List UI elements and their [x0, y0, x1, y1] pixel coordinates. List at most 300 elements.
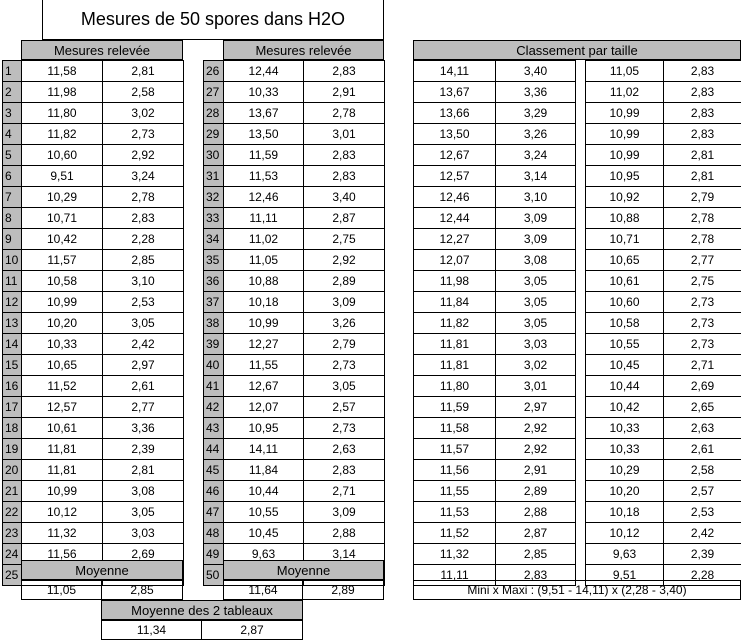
- row-number: 19: [3, 439, 22, 460]
- row-number: 48: [204, 523, 224, 544]
- length-cell: 10,45: [224, 523, 304, 544]
- table-row: [3, 250, 184, 271]
- width-cell: 3,05: [103, 502, 184, 523]
- row-number: 45: [204, 460, 224, 481]
- row-number: 1: [3, 61, 22, 82]
- length-cell: 10,60: [22, 145, 103, 166]
- width-cell: 3,36: [496, 82, 576, 103]
- width-cell: 2,39: [103, 439, 184, 460]
- table-row: [204, 82, 385, 103]
- width-cell: 3,26: [496, 124, 576, 145]
- table-row: [3, 166, 184, 187]
- table-row: [414, 355, 576, 376]
- width-cell: 2,61: [103, 376, 184, 397]
- length-cell: 11,84: [224, 460, 304, 481]
- length-cell: 10,33: [22, 334, 103, 355]
- table-row: [414, 208, 576, 229]
- width-cell: 2,71: [304, 481, 385, 502]
- table-row: [586, 313, 741, 334]
- table-row: [204, 523, 385, 544]
- table-row: [586, 439, 741, 460]
- row-number: 47: [204, 502, 224, 523]
- row-number: 11: [3, 271, 22, 292]
- length-cell: 12,67: [224, 376, 304, 397]
- length-cell: 10,44: [586, 376, 664, 397]
- table-row: [204, 271, 385, 292]
- table-row: [586, 103, 741, 124]
- table-row: [586, 502, 741, 523]
- table-row: [586, 166, 741, 187]
- table-row: [204, 334, 385, 355]
- length-cell: 11,98: [414, 271, 496, 292]
- table-row: [204, 166, 385, 187]
- moyenne-totale-label: Moyenne des 2 tableaux: [101, 600, 303, 620]
- row-number: 35: [204, 250, 224, 271]
- width-cell: 2,28: [103, 229, 184, 250]
- length-cell: 11,11: [224, 208, 304, 229]
- table-row: [204, 229, 385, 250]
- width-cell: 3,05: [496, 271, 576, 292]
- width-cell: 2,73: [304, 355, 385, 376]
- length-cell: 10,12: [22, 502, 103, 523]
- table-row: [414, 292, 576, 313]
- table-row: [586, 397, 741, 418]
- table-row: [586, 61, 741, 82]
- length-cell: 10,61: [586, 271, 664, 292]
- width-cell: 3,02: [103, 103, 184, 124]
- table-row: [204, 502, 385, 523]
- width-cell: 3,29: [496, 103, 576, 124]
- width-cell: 2,89: [496, 481, 576, 502]
- length-cell: 10,99: [22, 481, 103, 502]
- row-number: 23: [3, 523, 22, 544]
- width-cell: 3,09: [304, 502, 385, 523]
- width-cell: 2,85: [103, 250, 184, 271]
- table-row: [586, 187, 741, 208]
- row-number: 32: [204, 187, 224, 208]
- width-cell: 2,83: [664, 103, 741, 124]
- width-cell: 2,91: [496, 460, 576, 481]
- length-cell: 11,81: [414, 355, 496, 376]
- moyenne-middle-b: 2,89: [303, 580, 384, 600]
- table-row: [3, 523, 184, 544]
- width-cell: 3,40: [304, 187, 385, 208]
- length-cell: 10,95: [586, 166, 664, 187]
- row-number: 28: [204, 103, 224, 124]
- table-row: [586, 481, 741, 502]
- length-cell: 12,27: [414, 229, 496, 250]
- row-number: 5: [3, 145, 22, 166]
- length-cell: 12,27: [224, 334, 304, 355]
- length-cell: 11,02: [586, 82, 664, 103]
- mini-maxi-cell: Mini x Maxi : (9,51 - 14,11) x (2,28 - 3,40): [413, 580, 741, 600]
- width-cell: 2,63: [304, 439, 385, 460]
- table-row: [204, 460, 385, 481]
- length-cell: 10,18: [586, 502, 664, 523]
- length-cell: 12,44: [224, 61, 304, 82]
- table-row: [586, 523, 741, 544]
- length-cell: 12,57: [414, 166, 496, 187]
- width-cell: 2,92: [103, 145, 184, 166]
- moyenne-totale-b: 2,87: [202, 620, 303, 640]
- row-number: 37: [204, 292, 224, 313]
- table-row: [414, 82, 576, 103]
- table-row: [204, 481, 385, 502]
- row-number: 30: [204, 145, 224, 166]
- width-cell: 2,91: [304, 82, 385, 103]
- length-cell: 10,55: [586, 334, 664, 355]
- moyenne-middle-a: 11,64: [223, 580, 303, 600]
- length-cell: 11,53: [414, 502, 496, 523]
- length-cell: 11,59: [224, 145, 304, 166]
- table-row: [204, 439, 385, 460]
- length-cell: 10,58: [22, 271, 103, 292]
- width-cell: 2,57: [664, 481, 741, 502]
- table-row: [3, 439, 184, 460]
- width-cell: 2,78: [664, 229, 741, 250]
- width-cell: 2,73: [664, 292, 741, 313]
- table-row: [586, 418, 741, 439]
- sorted-right-table: [585, 60, 741, 586]
- length-cell: 14,11: [414, 61, 496, 82]
- row-number: 27: [204, 82, 224, 103]
- table-row: [414, 544, 576, 565]
- length-cell: 11,82: [22, 124, 103, 145]
- width-cell: 3,09: [496, 208, 576, 229]
- length-cell: 10,45: [586, 355, 664, 376]
- table-row: [3, 460, 184, 481]
- table-row: [204, 397, 385, 418]
- length-cell: 10,33: [586, 439, 664, 460]
- width-cell: 2,92: [304, 250, 385, 271]
- length-cell: 10,29: [586, 460, 664, 481]
- width-cell: 2,87: [496, 523, 576, 544]
- length-cell: 12,46: [224, 187, 304, 208]
- length-cell: 12,46: [414, 187, 496, 208]
- width-cell: 2,83: [664, 124, 741, 145]
- row-number: 42: [204, 397, 224, 418]
- table-row: [204, 145, 385, 166]
- table-row: [414, 481, 576, 502]
- moyenne-left-row: [21, 580, 183, 600]
- width-cell: 2,73: [103, 124, 184, 145]
- width-cell: 2,83: [664, 82, 741, 103]
- table-row: [204, 313, 385, 334]
- table-row: [414, 124, 576, 145]
- length-cell: 10,99: [586, 145, 664, 166]
- width-cell: 2,73: [304, 418, 385, 439]
- width-cell: 2,92: [496, 439, 576, 460]
- table-row: [586, 82, 741, 103]
- length-cell: 10,92: [586, 187, 664, 208]
- moyenne-totale-a: 11,34: [101, 620, 202, 640]
- width-cell: 3,09: [496, 229, 576, 250]
- length-cell: 10,42: [22, 229, 103, 250]
- table-row: [586, 208, 741, 229]
- length-cell: 11,57: [414, 439, 496, 460]
- length-cell: 10,33: [586, 418, 664, 439]
- width-cell: 2,83: [496, 565, 576, 586]
- width-cell: 3,02: [496, 355, 576, 376]
- width-cell: 3,03: [496, 334, 576, 355]
- width-cell: 2,88: [304, 523, 385, 544]
- table-row: [3, 292, 184, 313]
- row-number: 16: [3, 376, 22, 397]
- table-row: [3, 334, 184, 355]
- table-row: [414, 187, 576, 208]
- table-row: [414, 166, 576, 187]
- row-number: 29: [204, 124, 224, 145]
- width-cell: 2,73: [664, 334, 741, 355]
- width-cell: 2,57: [304, 397, 385, 418]
- length-cell: 11,56: [414, 460, 496, 481]
- width-cell: 2,42: [103, 334, 184, 355]
- sheet-title: Mesures de 50 spores dans H2O: [42, 0, 384, 40]
- row-number: 50: [204, 565, 224, 586]
- width-cell: 2,61: [664, 439, 741, 460]
- row-number: 10: [3, 250, 22, 271]
- length-cell: 12,57: [22, 397, 103, 418]
- width-cell: 2,71: [664, 355, 741, 376]
- table-row: [586, 544, 741, 565]
- width-cell: 3,26: [304, 313, 385, 334]
- row-number: 43: [204, 418, 224, 439]
- table-row: [586, 460, 741, 481]
- width-cell: 2,81: [664, 166, 741, 187]
- length-cell: 10,99: [22, 292, 103, 313]
- length-cell: 11,58: [22, 61, 103, 82]
- length-cell: 11,80: [414, 376, 496, 397]
- table-row: [414, 103, 576, 124]
- row-number: 2: [3, 82, 22, 103]
- table-row: [586, 355, 741, 376]
- table-row: [414, 313, 576, 334]
- length-cell: 11,57: [22, 250, 103, 271]
- table-row: [3, 103, 184, 124]
- width-cell: 2,83: [664, 61, 741, 82]
- length-cell: 13,50: [414, 124, 496, 145]
- width-cell: 2,97: [496, 397, 576, 418]
- width-cell: 3,08: [103, 481, 184, 502]
- width-cell: 2,73: [664, 313, 741, 334]
- left-table-header: Mesures relevée: [21, 40, 183, 60]
- row-number: 13: [3, 313, 22, 334]
- table-row: [414, 229, 576, 250]
- length-cell: 10,29: [22, 187, 103, 208]
- width-cell: 2,97: [103, 355, 184, 376]
- width-cell: 2,53: [664, 502, 741, 523]
- table-row: [204, 292, 385, 313]
- row-number: 39: [204, 334, 224, 355]
- width-cell: 2,78: [103, 187, 184, 208]
- table-row: [414, 502, 576, 523]
- width-cell: 2,77: [664, 250, 741, 271]
- width-cell: 3,09: [304, 292, 385, 313]
- width-cell: 2,42: [664, 523, 741, 544]
- table-row: [586, 229, 741, 250]
- table-row: [414, 460, 576, 481]
- row-number: 25: [3, 565, 22, 586]
- width-cell: 2,69: [103, 544, 184, 565]
- table-row: [586, 124, 741, 145]
- table-row: [3, 124, 184, 145]
- table-row: [204, 61, 385, 82]
- table-row: [204, 208, 385, 229]
- table-row: [414, 145, 576, 166]
- width-cell: 2,83: [103, 208, 184, 229]
- width-cell: 2,78: [304, 103, 385, 124]
- table-row: [3, 313, 184, 334]
- middle-table-header: Mesures relevée: [223, 40, 384, 60]
- row-number: 3: [3, 103, 22, 124]
- row-number: 46: [204, 481, 224, 502]
- length-cell: 10,71: [22, 208, 103, 229]
- width-cell: 2,28: [664, 565, 741, 586]
- width-cell: 3,10: [103, 271, 184, 292]
- width-cell: 2,58: [103, 82, 184, 103]
- length-cell: 10,95: [224, 418, 304, 439]
- length-cell: 11,05: [224, 250, 304, 271]
- width-cell: 3,36: [103, 418, 184, 439]
- width-cell: 2,53: [103, 292, 184, 313]
- length-cell: 11,53: [224, 166, 304, 187]
- length-cell: 10,20: [586, 481, 664, 502]
- width-cell: 2,78: [664, 208, 741, 229]
- table-row: [414, 418, 576, 439]
- table-row: [204, 355, 385, 376]
- length-cell: 11,52: [414, 523, 496, 544]
- length-cell: 11,81: [22, 439, 103, 460]
- table-row: [204, 103, 385, 124]
- length-cell: 13,66: [414, 103, 496, 124]
- width-cell: 2,75: [304, 229, 385, 250]
- table-row: [414, 334, 576, 355]
- width-cell: 3,03: [103, 523, 184, 544]
- row-number: 22: [3, 502, 22, 523]
- width-cell: 2,77: [103, 397, 184, 418]
- table-row: [3, 397, 184, 418]
- row-number: 21: [3, 481, 22, 502]
- width-cell: 3,05: [103, 313, 184, 334]
- width-cell: 3,05: [496, 292, 576, 313]
- length-cell: 10,88: [224, 271, 304, 292]
- row-number: 41: [204, 376, 224, 397]
- table-row: [414, 250, 576, 271]
- length-cell: 14,11: [224, 439, 304, 460]
- left-measures-table: [2, 60, 184, 586]
- table-row: [586, 292, 741, 313]
- width-cell: 2,83: [304, 166, 385, 187]
- length-cell: 10,88: [586, 208, 664, 229]
- length-cell: 10,44: [224, 481, 304, 502]
- width-cell: 2,89: [304, 271, 385, 292]
- length-cell: 10,55: [224, 502, 304, 523]
- row-number: 44: [204, 439, 224, 460]
- width-cell: 2,87: [304, 208, 385, 229]
- length-cell: 11,02: [224, 229, 304, 250]
- table-row: [204, 124, 385, 145]
- row-number: 36: [204, 271, 224, 292]
- table-row: [414, 271, 576, 292]
- table-row: [3, 418, 184, 439]
- table-row: [586, 271, 741, 292]
- row-number: 9: [3, 229, 22, 250]
- length-cell: 11,55: [224, 355, 304, 376]
- width-cell: 2,58: [664, 460, 741, 481]
- moyenne-left-a: 11,05: [21, 580, 102, 600]
- width-cell: 2,63: [664, 418, 741, 439]
- width-cell: 2,81: [103, 460, 184, 481]
- length-cell: 11,58: [414, 418, 496, 439]
- length-cell: 10,65: [586, 250, 664, 271]
- length-cell: 13,67: [414, 82, 496, 103]
- length-cell: 11,81: [414, 334, 496, 355]
- row-number: 24: [3, 544, 22, 565]
- length-cell: 10,60: [586, 292, 664, 313]
- length-cell: 10,58: [586, 313, 664, 334]
- middle-measures-table: [203, 60, 385, 586]
- length-cell: 9,51: [586, 565, 664, 586]
- length-cell: 12,07: [414, 250, 496, 271]
- width-cell: 3,01: [304, 124, 385, 145]
- width-cell: 3,05: [304, 376, 385, 397]
- table-row: [3, 145, 184, 166]
- length-cell: 13,67: [224, 103, 304, 124]
- length-cell: 10,99: [586, 103, 664, 124]
- length-cell: 10,20: [22, 313, 103, 334]
- width-cell: 3,14: [496, 166, 576, 187]
- row-number: 26: [204, 61, 224, 82]
- length-cell: 10,71: [586, 229, 664, 250]
- width-cell: 3,40: [496, 61, 576, 82]
- row-number: 49: [204, 544, 224, 565]
- width-cell: 2,75: [664, 271, 741, 292]
- length-cell: 11,11: [414, 565, 496, 586]
- table-row: [586, 145, 741, 166]
- width-cell: 2,85: [496, 544, 576, 565]
- row-number: 20: [3, 460, 22, 481]
- length-cell: 10,65: [22, 355, 103, 376]
- row-number: 31: [204, 166, 224, 187]
- row-number: 15: [3, 355, 22, 376]
- width-cell: 3,10: [496, 187, 576, 208]
- table-row: [204, 187, 385, 208]
- width-cell: 3,14: [304, 544, 385, 565]
- width-cell: 3,24: [103, 166, 184, 187]
- length-cell: 10,12: [586, 523, 664, 544]
- width-cell: 3,05: [496, 313, 576, 334]
- row-number: 33: [204, 208, 224, 229]
- row-number: 18: [3, 418, 22, 439]
- table-row: [414, 397, 576, 418]
- length-cell: 11,56: [22, 544, 103, 565]
- moyenne-middle-row: [223, 580, 384, 600]
- table-row: [3, 355, 184, 376]
- length-cell: 9,51: [22, 166, 103, 187]
- length-cell: 11,32: [22, 523, 103, 544]
- row-number: 34: [204, 229, 224, 250]
- row-number: 40: [204, 355, 224, 376]
- length-cell: 10,33: [224, 82, 304, 103]
- row-number: 8: [3, 208, 22, 229]
- row-number: 17: [3, 397, 22, 418]
- length-cell: 11,05: [586, 61, 664, 82]
- length-cell: 12,67: [414, 145, 496, 166]
- width-cell: 2,79: [664, 187, 741, 208]
- length-cell: 11,52: [22, 376, 103, 397]
- table-row: [3, 271, 184, 292]
- length-cell: 12,07: [224, 397, 304, 418]
